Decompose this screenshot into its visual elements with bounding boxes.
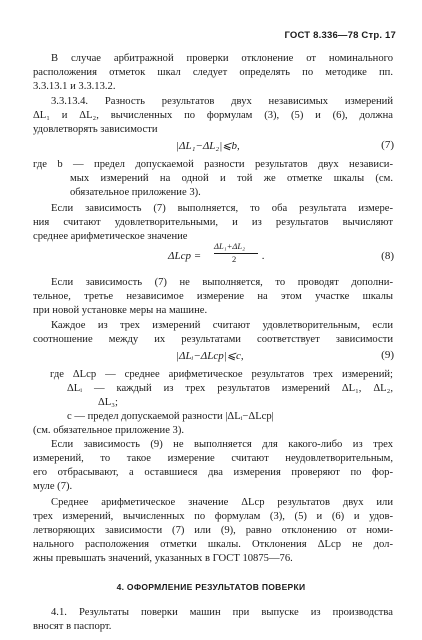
- text-line: Если зависимость (7) не выполняется, то проводят дополни-: [51, 277, 393, 288]
- text-line: ния считают удовлетворительными, и из результатов вычисляют: [33, 217, 393, 228]
- text-line: трех измерений, вычисленных по формулам (3), (5) и (6) и удов-: [33, 511, 393, 522]
- text-line: (см. обязательное приложение 3).: [33, 425, 185, 436]
- text-line: обязательное приложение 3).: [70, 187, 201, 198]
- text-line: муле (7).: [33, 481, 73, 492]
- equation-number-7: (7): [381, 139, 394, 151]
- text-line: где ΔLср — среднее арифметическое результатов трех измерений;: [50, 369, 393, 380]
- formula-8-tail: .: [262, 250, 265, 262]
- text-line: где b — предел допускаемой разности результатов двух независи-: [33, 159, 393, 170]
- text-line: измерений, то такое измерение считают неудовлетворительным,: [33, 453, 393, 464]
- text-line: вносят в паспорт.: [33, 621, 112, 632]
- text-line: расположения отметок шкал следует определять по методике пп.: [33, 67, 393, 78]
- text-line: его отбрасывают, а оставшиеся два измерения проверяют по фор-: [33, 467, 393, 478]
- text-line: среднее арифметическое значение: [33, 231, 188, 242]
- formula-8-fraction: [214, 241, 262, 269]
- fraction-denominator: 2: [232, 254, 237, 264]
- text-line: c — предел допускаемой разности |ΔLᵢ−ΔLср|: [67, 411, 274, 422]
- text-line: 3.3.13.1 и 3.3.13.2.: [33, 81, 116, 92]
- formula-8-lhs: ΔLср =: [168, 250, 202, 262]
- formula-9: |ΔLᵢ−ΔLср|⩽c,: [176, 350, 244, 362]
- text-line: 4.1. Результаты поверки машин при выпуске из производства: [51, 607, 393, 618]
- equation-number-9: (9): [381, 349, 394, 361]
- equation-number-8: (8): [381, 250, 394, 262]
- text-line: мых измерений на одной и той же отметке шкалы (см.: [70, 173, 393, 184]
- text-line: ΔL₃;: [98, 397, 118, 408]
- text-line: удовлетворять зависимости: [33, 124, 158, 135]
- text-line: Если зависимость (9) не выполняется для какого-либо из трех: [51, 439, 393, 450]
- formula-7: |ΔL₁−ΔL₂|⩽b,: [176, 140, 240, 152]
- text-line: ΔL₁ и ΔL₂, вычисленных по формулам (3), (5) и (6), должна: [33, 110, 393, 121]
- page-header: ГОСТ 8.336—78 Стр. 17: [284, 30, 396, 41]
- text-line: нального расположения отметки шкалы. Отклонения ΔLср не дол-: [33, 539, 393, 550]
- section-heading: 4. ОФОРМЛЕНИЕ РЕЗУЛЬТАТОВ ПОВЕРКИ: [116, 582, 306, 592]
- text-line: Среднее арифметическое значение ΔLср результатов двух или: [51, 497, 393, 508]
- text-line: 3.3.13.4. Разность результатов двух независимых измерений: [51, 96, 393, 107]
- text-line: тельное, третье независимое измерение на этом участке шкалы: [33, 291, 393, 302]
- text-line: летворяющих зависимости (7) или (9), равно отклонению от номи-: [33, 525, 393, 536]
- text-line: ΔLᵢ — каждый из трех результатов измерений ΔL₁, ΔL₂,: [67, 383, 393, 394]
- text-line: Если зависимость (7) выполняется, то оба результата измере-: [51, 203, 393, 214]
- text-line: В случае арбитражной проверки отклонение от номинального: [51, 53, 393, 64]
- text-line: соотношение между их результатами соответствует зависимости: [33, 334, 393, 345]
- text-line: при новой установке меры на машине.: [33, 305, 208, 316]
- fraction-numerator: ΔL₁+ΔL₂: [214, 241, 246, 251]
- text-line: Каждое из трех измерений считают удовлетворительным, если: [51, 320, 393, 331]
- text-line: жны превышать значений, указанных в ГОСТ 10875—76.: [33, 553, 293, 564]
